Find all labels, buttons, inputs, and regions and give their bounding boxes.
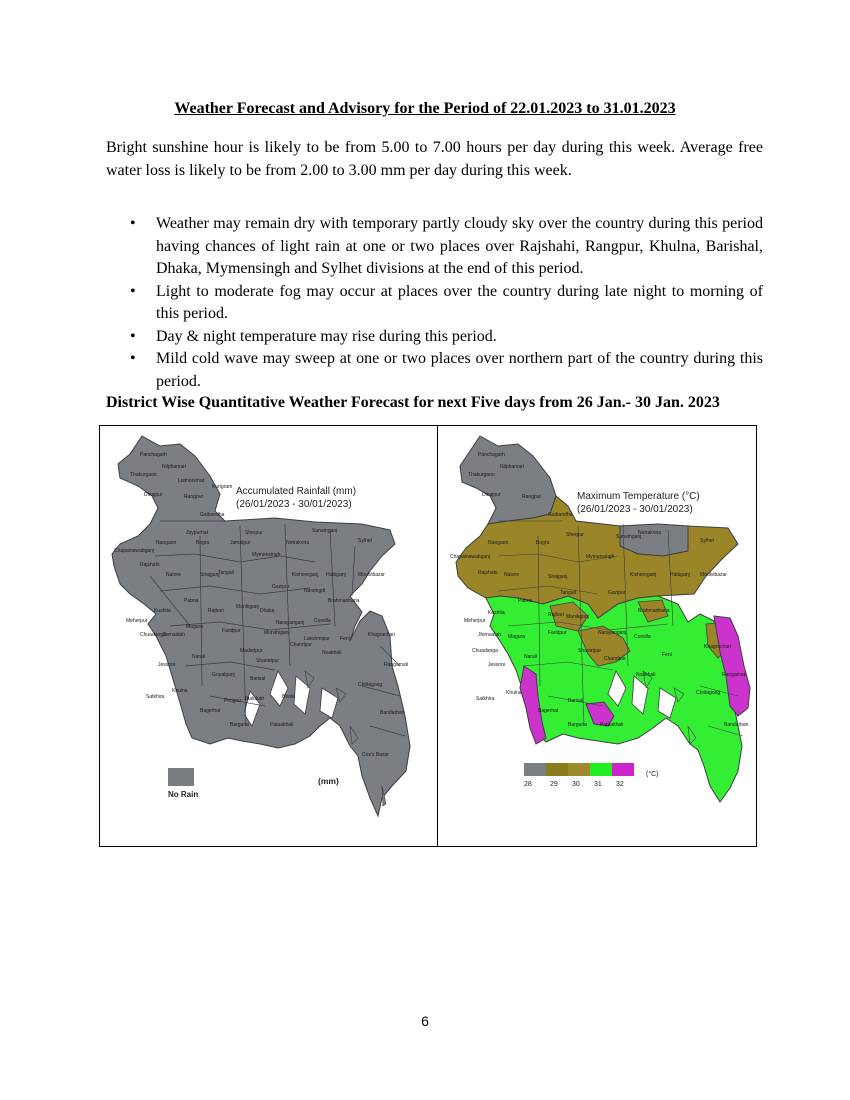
district-label: Naogaon xyxy=(488,540,509,546)
legend-swatch xyxy=(524,763,546,776)
temperature-map-panel xyxy=(438,426,757,846)
page-title: Weather Forecast and Advisory for the Period of 22.01.2023 to 31.01.2023 xyxy=(174,100,676,117)
legend-swatch xyxy=(590,763,612,776)
district-label: Chandpur xyxy=(290,642,312,648)
district-label: Lalmonirhat xyxy=(178,478,205,484)
district-label: Sylhet xyxy=(700,538,714,544)
district-label: Sherpur xyxy=(245,530,263,536)
district-label: Manikganj xyxy=(566,614,589,620)
district-label: Tangail xyxy=(218,570,234,576)
district-label: Rajshahi xyxy=(478,570,498,576)
district-label: Bandarban xyxy=(724,722,749,728)
district-label: Manikganj xyxy=(236,604,259,610)
rainfall-unit: (mm) xyxy=(318,776,339,786)
district-label: Gazipur xyxy=(608,590,626,596)
district-label: Mymensingh xyxy=(586,554,615,560)
district-label: Gaibandha xyxy=(200,512,225,518)
legend-tick: 31 xyxy=(594,781,602,788)
district-label: Satkhira xyxy=(146,694,165,700)
advisory-list xyxy=(106,213,763,393)
district-label: Narail xyxy=(192,654,206,660)
district-label: Bogra xyxy=(536,540,550,546)
district-label: Feni xyxy=(662,652,672,658)
district-label: Dinajpur xyxy=(144,492,163,498)
district-label: Feni xyxy=(340,636,350,642)
district-label: Bagerhat xyxy=(200,708,221,714)
district-label: Moulvibazar xyxy=(700,572,727,578)
district-label: Chandpur xyxy=(604,656,626,662)
district-label: Thakurgaon xyxy=(130,472,157,478)
rainfall-map xyxy=(100,426,437,846)
district-label: Chittagong xyxy=(696,690,721,696)
district-label: Netrakona xyxy=(638,530,662,536)
district-label: Gaibandha xyxy=(548,512,573,518)
district-label: Sherpur xyxy=(566,532,584,538)
district-label: Narsingdi xyxy=(304,588,326,594)
district-label: Noakhali xyxy=(636,672,656,678)
district-label: Narayanganj xyxy=(276,620,305,626)
district-label: Moulvibazar xyxy=(358,572,385,578)
district-label: Pabna xyxy=(518,598,533,604)
district-label: Chuadanga xyxy=(472,648,498,654)
district-label: Kushtia xyxy=(488,610,505,616)
district-label: Comilla xyxy=(314,618,331,624)
district-label: Rangpur xyxy=(184,494,204,500)
district-label: Rajbari xyxy=(548,612,564,618)
district-label: Gazipur xyxy=(272,584,290,590)
forecast-map-table xyxy=(99,425,757,847)
intro-paragraph: Bright sunshine hour is likely to be from 5.00 to 7.00 hours per day during this week. Average free water loss is likely to be from 2.00 to 3.00 mm per day during this week. xyxy=(106,139,763,179)
district-label: Rajshahi xyxy=(140,562,160,568)
district-label: Lakshmipur xyxy=(304,636,330,642)
advisory-item xyxy=(106,213,763,281)
temperature-dates: (26/01/2023 - 30/01/2023) xyxy=(577,504,693,515)
temperature-map xyxy=(438,426,757,846)
no-rain-swatch xyxy=(168,768,194,786)
district-label: Cox's Bazar xyxy=(362,752,389,758)
temperature-legend xyxy=(524,763,634,788)
advisory-text: Weather may remain dry with temporary partly cloudy sky over the country during this period having chances of light rain at one or two places over Rajshahi, Rangpur, Khulna, Barishal, Dhaka, Mymensingh and Sylhet divisions at the end of this period. xyxy=(156,215,763,277)
district-label: Kurigram xyxy=(212,484,233,490)
bullet-icon: • xyxy=(130,215,136,232)
district-label: Jhenaidah xyxy=(478,632,502,638)
district-label: Thakurgaon xyxy=(468,472,495,478)
district-label: Brahmanbaria xyxy=(328,598,360,604)
district-label: Meherpur xyxy=(464,618,486,624)
district-label: Jessore xyxy=(158,662,176,668)
district-label: Pirojpur xyxy=(224,698,242,704)
district-label: Dhaka xyxy=(260,608,275,614)
legend-tick: 30 xyxy=(572,781,580,788)
district-label: Brahmanbaria xyxy=(638,608,670,614)
district-label: Barguna xyxy=(568,722,587,728)
district-label: Rangamati xyxy=(722,672,747,678)
district-label: Sylhet xyxy=(358,538,372,544)
legend-tick: 28 xyxy=(524,781,532,788)
district-label: Barisal xyxy=(568,698,584,704)
district-label: Sunamganj xyxy=(616,534,642,540)
district-label: Panchagarh xyxy=(140,452,167,458)
district-label: Tangail xyxy=(560,590,576,596)
district-label: Jhenaidah xyxy=(162,632,186,638)
district-label: Khagrachari xyxy=(704,644,731,650)
district-label: Patuakhali xyxy=(270,722,294,728)
district-label: Barisal xyxy=(250,676,266,682)
district-label: Pabna xyxy=(184,598,199,604)
district-label: Natore xyxy=(504,572,520,578)
district-label: Sunamganj xyxy=(312,528,338,534)
advisory-text: Mild cold wave may sweep at one or two places over northern part of the country during this period. xyxy=(156,350,763,390)
district-label: Narayanganj xyxy=(598,630,627,636)
legend-tick: 29 xyxy=(550,781,558,788)
bullet-icon: • xyxy=(130,350,136,367)
temperature-unit: (°C) xyxy=(646,771,659,778)
district-label: Natore xyxy=(166,572,182,578)
district-label: Noakhali xyxy=(322,650,342,656)
district-label: Narail xyxy=(524,654,538,660)
district-label: Faridpur xyxy=(222,628,241,634)
district-label: Chuadanga xyxy=(140,632,166,638)
district-label: Joypurhat xyxy=(186,530,208,536)
district-label: Habiganj xyxy=(326,572,346,578)
district-label: Panchagarh xyxy=(478,452,505,458)
rainfall-map-panel xyxy=(100,426,437,846)
district-label: Netrakona xyxy=(286,540,310,546)
island-mark: ˌ xyxy=(381,800,383,806)
district-label: Jhalokati xyxy=(244,696,264,702)
district-label: Dinajpur xyxy=(482,492,501,498)
district-label: Faridpur xyxy=(548,630,567,636)
district-label: Bhola xyxy=(282,694,295,700)
district-label: Comilla xyxy=(634,634,651,640)
district-label: Jessore xyxy=(488,662,506,668)
district-label: Rangamati xyxy=(384,662,409,668)
bullet-icon: • xyxy=(130,282,136,300)
district-label: Chittagong xyxy=(358,682,383,688)
legend-swatch xyxy=(546,763,568,776)
district-label: Chapainawabganj xyxy=(114,548,155,554)
district-label: Magura xyxy=(508,634,525,640)
district-label: Nilphamari xyxy=(162,464,186,470)
no-rain-label: No Rain xyxy=(168,790,199,799)
temperature-title: Maximum Temperature (°C) xyxy=(577,491,700,502)
district-label: Kushtia xyxy=(154,608,171,614)
forecast-subheading: District Wise Quantitative Weather Forecast for next Five days from 26 Jan.- 30 Jan. 2023 xyxy=(106,394,720,411)
advisory-item xyxy=(106,326,763,349)
district-label: Gopalganj xyxy=(212,672,235,678)
district-label: Magura xyxy=(186,624,203,630)
district-label: Shariatpur xyxy=(256,658,280,664)
district-label: Rajbari xyxy=(208,608,224,614)
district-label: Mymensingh xyxy=(252,552,281,558)
advisory-text: Light to moderate fog may occur at places over the country during late night to morning of this period. xyxy=(156,282,763,322)
advisory-text: Day & night temperature may rise during this period. xyxy=(156,327,497,345)
rainfall-title: Accumulated Rainfall (mm) xyxy=(236,486,357,497)
district-label: Madaripur xyxy=(240,648,263,654)
district-label: Khulna xyxy=(506,690,522,696)
district-label: Patuakhali xyxy=(600,722,624,728)
district-label: Bogra xyxy=(196,540,210,546)
district-label: Khagrachari xyxy=(368,632,395,638)
district-label: Habiganj xyxy=(670,572,690,578)
bullet-icon: • xyxy=(130,327,136,345)
district-label: Sirajganj xyxy=(200,572,220,578)
district-label: Rangpur xyxy=(522,494,542,500)
district-label: Naogaon xyxy=(156,540,177,546)
district-label: Khulna xyxy=(172,688,188,694)
page-number: 6 xyxy=(421,1013,429,1029)
district-label: Chapainawabganj xyxy=(450,554,491,560)
district-label: Sirajganj xyxy=(548,574,568,580)
district-label: Meherpur xyxy=(126,618,148,624)
district-label: Jamalpur xyxy=(230,540,251,546)
advisory-item xyxy=(106,348,763,393)
district-label: Barguna xyxy=(230,722,249,728)
rainfall-dates: (26/01/2023 - 30/01/2023) xyxy=(236,499,352,510)
district-label: Satkhira xyxy=(476,696,495,702)
district-label: Bandarban xyxy=(380,710,405,716)
legend-swatch xyxy=(568,763,590,776)
district-label: Bagerhat xyxy=(538,708,559,714)
advisory-item xyxy=(106,281,763,326)
district-label: Nilphamari xyxy=(500,464,524,470)
district-label: Kishoreganj xyxy=(630,572,657,578)
legend-tick: 32 xyxy=(616,781,624,788)
district-label: Shariatpur xyxy=(578,648,602,654)
legend-swatch xyxy=(612,763,634,776)
district-label: Munshiganj xyxy=(264,630,290,636)
district-label: Kishoreganj xyxy=(292,572,319,578)
